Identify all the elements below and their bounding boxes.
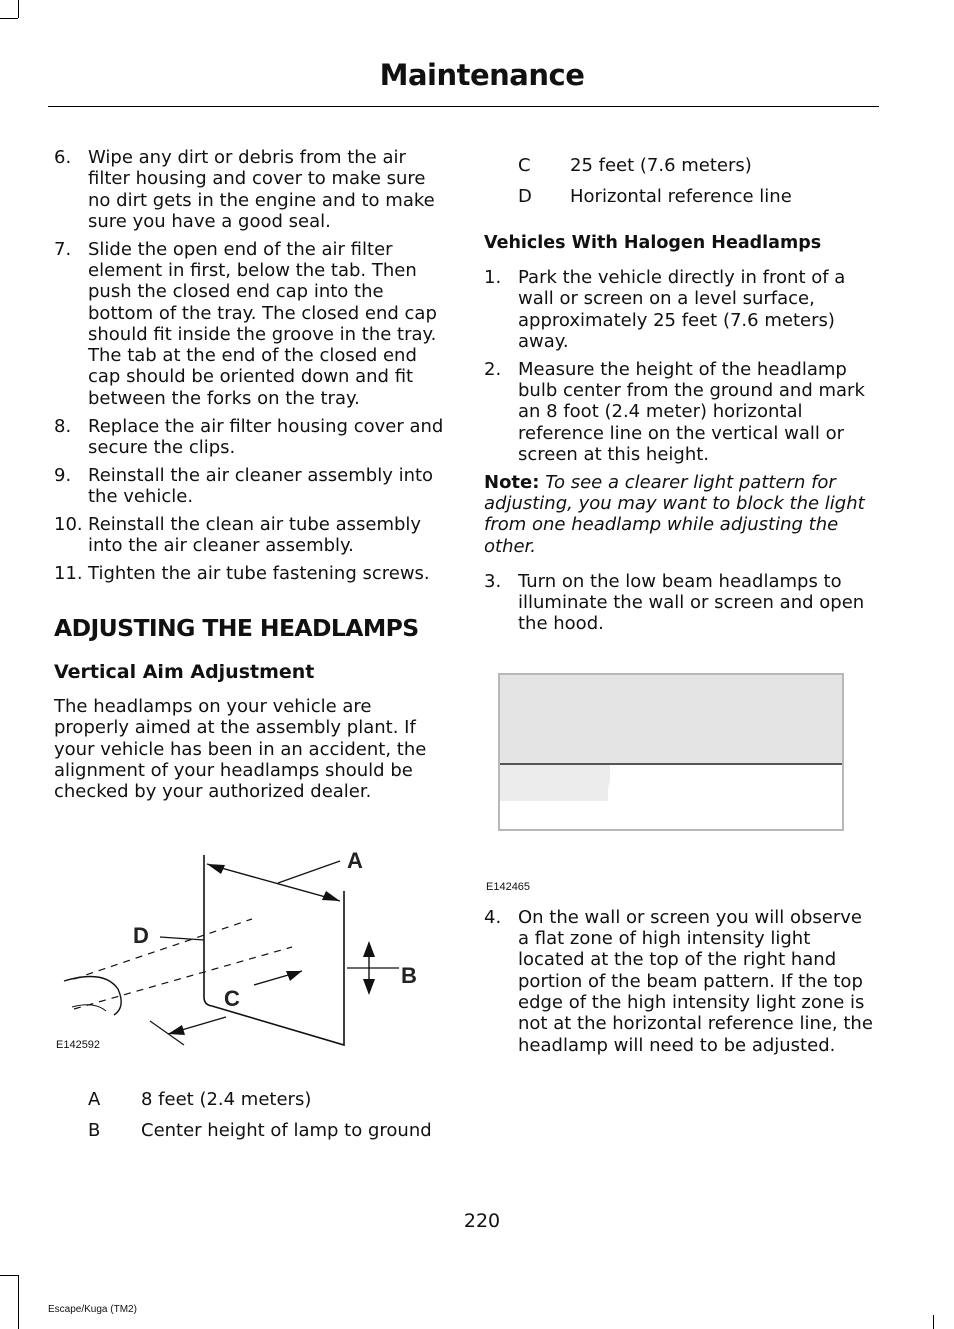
arrow-head-icon: [168, 1025, 185, 1035]
right-column: [484, 155, 876, 1062]
arrow-head-icon: [286, 971, 302, 981]
step-number: 3.: [484, 570, 502, 592]
step-text: Replace the air filter housing cover and secure the clips.: [88, 415, 444, 458]
step-text: Slide the open end of the air filter element in first, below the tab. Then push the closed end cap into the bottom of the tray. The closed end cap should fit inside the groove in the tray. The tab at the end of the closed end cap should be oriented down and fit between the forks on the tray.: [88, 238, 437, 409]
list-item: [54, 465, 446, 508]
label-d: D: [133, 922, 149, 948]
label-b: B: [401, 962, 417, 988]
step-number: 10.: [54, 513, 83, 535]
label-a-leader: [278, 861, 340, 883]
legend-row: [484, 155, 876, 176]
legend-row: [54, 1120, 446, 1141]
step-number: 1.: [484, 267, 502, 288]
step-number: 11.: [54, 562, 83, 584]
beam-pattern-screen: [498, 673, 844, 831]
high-intensity-zone: [608, 767, 842, 807]
step-number: 9.: [54, 464, 72, 486]
arrow-head-icon: [363, 979, 375, 995]
note-text: To see a clearer light pattern for adjusting, you may want to block the light from one headlamp while adjusting the other.: [484, 471, 865, 557]
legend-value: 8 feet (2.4 meters): [141, 1088, 312, 1110]
step-text: Park the vehicle directly in front of a wall or screen on a level surface, approximately 25 feet (7.6 meters) away.: [518, 267, 846, 352]
step-text: Tighten the air tube fastening screws.: [88, 562, 430, 584]
step-text: Reinstall the air cleaner assembly into the vehicle.: [88, 464, 434, 507]
step-number: 7.: [54, 238, 72, 260]
beam-pattern-upper-zone: [500, 675, 842, 765]
note-label: Note:: [484, 471, 540, 493]
crop-mark: [933, 1315, 934, 1329]
list-item: [54, 563, 446, 584]
headlamp-aim-diagram: [54, 819, 446, 1079]
step-text: On the wall or screen you will observe a flat zone of high intensity light located at the top of the right hand portion of the beam pattern. If the top edge of the high intensity light zone is not at the horizontal reference line, the headlamp will need to be adjusted.: [518, 906, 873, 1056]
step-number: 4.: [484, 906, 502, 928]
intro-paragraph: The headlamps on your vehicle are properly aimed at the assembly plant. If your vehicle has been in an accident, the alignment of your headlamps should be checked by your authorized dealer.: [54, 696, 427, 803]
legend-key: A: [88, 1088, 101, 1110]
label-a: A: [347, 847, 363, 873]
list-item: [54, 514, 446, 557]
step-number: 2.: [484, 358, 502, 380]
footer-model: Escape/Kuga (TM2): [48, 1304, 137, 1315]
crop-mark: [18, 1275, 19, 1329]
dimension-a-line: [207, 864, 340, 901]
legend-key: B: [88, 1119, 101, 1141]
subsection-heading: Vertical Aim Adjustment: [54, 661, 315, 684]
note-paragraph: [484, 472, 876, 557]
crop-mark: [0, 18, 18, 19]
legend-key: C: [518, 155, 531, 176]
list-item: [484, 359, 876, 465]
beam-pattern-low-zone: [500, 765, 610, 801]
list-item: [54, 147, 446, 232]
step-text: Turn on the low beam headlamps to illuminate the wall or screen and open the hood.: [518, 570, 865, 635]
headlamp-aim-diagram-svg: [54, 819, 446, 1079]
screen-outline: [204, 855, 344, 1045]
legend-key: D: [518, 186, 532, 207]
page-title: Maintenance: [379, 58, 585, 92]
figure-code: E142465: [486, 880, 531, 893]
beam-line-upper: [74, 919, 252, 979]
list-item: [54, 239, 446, 409]
subsection-heading: Vehicles With Halogen Headlamps: [484, 233, 822, 253]
crop-mark: [18, 0, 19, 18]
figure-legend: [484, 155, 876, 207]
beam-line-lower: [74, 947, 292, 1009]
header-divider: [48, 106, 879, 107]
label-c: C: [224, 985, 240, 1011]
page-number: 220: [463, 1210, 501, 1232]
arrow-head-icon: [207, 864, 225, 874]
left-column: [54, 147, 446, 1151]
list-item: [484, 907, 876, 1056]
halogen-steps-list: [484, 267, 876, 465]
list-item: [484, 571, 876, 635]
arrow-head-icon: [322, 891, 340, 901]
halogen-steps-list: [484, 907, 876, 1056]
figure-legend: [54, 1089, 446, 1141]
section-heading: ADJUSTING THE HEADLAMPS: [54, 614, 419, 643]
left-steps-list: [54, 147, 446, 584]
legend-row: [54, 1089, 446, 1110]
arrow-head-icon: [363, 941, 375, 957]
list-item: [484, 267, 876, 352]
beam-pattern-figure: [484, 657, 876, 897]
step-text: Measure the height of the headlamp bulb center from the ground and mark an 8 foot (2.4 meter) horizontal reference line on the vertical wall or screen at this height.: [518, 358, 865, 465]
vehicle-outline: [64, 976, 121, 1015]
step-number: 6.: [54, 147, 72, 168]
step-text: Wipe any dirt or debris from the air filter housing and cover to make sure no dirt gets in the engine and to make sure you have a good seal.: [88, 147, 435, 232]
step-number: 8.: [54, 415, 72, 437]
crop-mark: [0, 1275, 18, 1276]
step-text: Reinstall the clean air tube assembly into the air cleaner assembly.: [88, 513, 422, 557]
list-item: [54, 416, 446, 459]
legend-value: Horizontal reference line: [570, 186, 792, 207]
legend-value: Center height of lamp to ground: [141, 1119, 432, 1141]
figure-code: E142592: [56, 1038, 101, 1051]
halogen-steps-list: [484, 571, 876, 635]
legend-value: 25 feet (7.6 meters): [570, 155, 752, 176]
legend-row: [484, 186, 876, 207]
